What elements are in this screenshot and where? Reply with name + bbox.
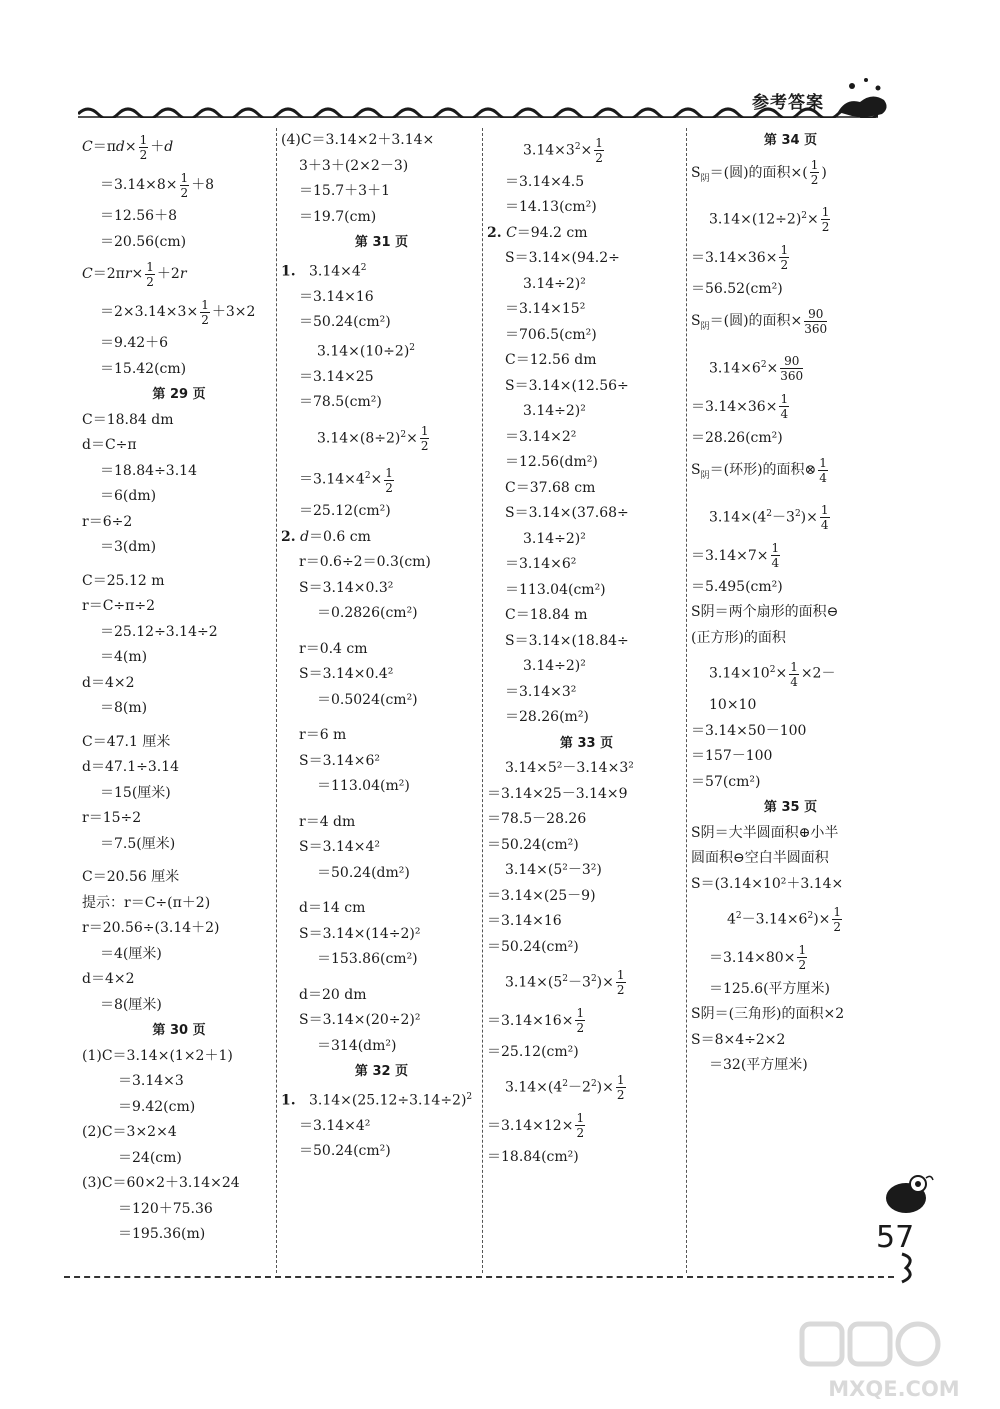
- c1-line-35: ＝3.14×3: [118, 1073, 184, 1089]
- c3-line-16: 3.14÷2)²: [523, 530, 586, 547]
- c1-line-25: r＝15÷2: [82, 810, 142, 826]
- c2-line-11: ＝78.5(cm²): [299, 394, 382, 411]
- c4-line-12: ＝3.14×7× $\frac{1}{4}$: [691, 541, 780, 571]
- c3-line-38: ＝18.84(cm²): [487, 1148, 579, 1165]
- c1-line-20: d＝4×2: [82, 674, 135, 691]
- c3-line-31: ＝3.14×16: [487, 913, 562, 930]
- c2-line-27: ＝50.24(dm²): [317, 864, 410, 881]
- c4-line-3: $3.14\times(12\div 2)^2\times$ $\frac{1}{2}$: [709, 205, 830, 235]
- column-2: [276, 128, 482, 1273]
- c3-line-17: ＝3.14×6²: [505, 556, 577, 573]
- c1-line-22: C＝47.1 厘米: [82, 733, 171, 750]
- c1-line-7: ＝9.42＋6: [100, 335, 169, 351]
- c3-line-34: ＝3.14×16× $\frac{1}{2}$: [487, 1006, 585, 1036]
- c2-line-19: r＝0.4 cm: [299, 640, 368, 657]
- c4-line-4: ＝3.14×36× $\frac{1}{2}$: [691, 243, 789, 273]
- c3-line-7: ＝3.14×15²: [505, 301, 586, 318]
- curl-ornament-icon: [898, 1250, 918, 1286]
- c3-line-2: ＝3.14×4.5: [505, 173, 585, 190]
- c2-line-22: r＝6 m: [299, 727, 347, 744]
- c3-line-32: ＝50.24(cm²): [487, 938, 579, 955]
- c3-line-1: $3.14\times 3^2\times$ $\frac{1}{2}$: [523, 136, 603, 166]
- c3-line-19: C＝18.84 m: [505, 607, 588, 624]
- c4-line-17: 10×10: [709, 697, 757, 714]
- c1-line-40: ＝120＋75.36: [118, 1200, 213, 1217]
- watermark-logo: [794, 1318, 994, 1408]
- flower-decoration-icon: [882, 1170, 934, 1216]
- c2-line-28: d＝14 cm: [299, 900, 366, 917]
- c2-line-13: $=3.14\times 4^2\times$ $\frac{1}{2}$: [299, 465, 393, 495]
- c1-line-26: ＝7.5(厘米): [100, 835, 176, 852]
- c1-line-17: r＝C÷π÷2: [82, 598, 155, 614]
- c2-line-2: 3＋3＋(2×2－3): [299, 157, 409, 174]
- c2-line-36: ＝3.14×4²: [299, 1117, 371, 1134]
- c1-line-19: ＝4(m): [100, 649, 148, 665]
- c3-line-20: S＝3.14×(18.84÷: [505, 632, 629, 649]
- c1-line-8: ＝15.42(cm): [100, 360, 187, 377]
- c3-line-14: C＝37.68 cm: [505, 479, 596, 496]
- c3-line-25: 3.14×5²－3.14×3²: [505, 760, 634, 777]
- c2-line-6: 1. $3.14\times 4^2$: [281, 262, 367, 280]
- c1-line-24: ＝15(厘米): [100, 784, 171, 801]
- c3-line-3: ＝14.13(cm²): [505, 199, 597, 216]
- c4-line-26: ＝3.14×80× $\frac{1}{2}$: [709, 943, 807, 973]
- c1-line-5: C＝2πr× $\frac{1}{2}$ ＋2r: [82, 259, 187, 289]
- c3-line-22: ＝3.14×3²: [505, 683, 577, 700]
- c4-line-28: S阴＝(三角形)的面积×2: [691, 1006, 845, 1023]
- c2-line-10: ＝3.14×25: [299, 368, 374, 385]
- c4-line-23: 圆面积⊖空白半圆面积: [691, 850, 829, 867]
- column-3: [482, 128, 686, 1273]
- c1-line-15: ＝3(dm): [100, 539, 157, 555]
- c1-line-23: d＝47.1÷3.14: [82, 759, 180, 775]
- c1-line-16: C＝25.12 m: [82, 572, 165, 589]
- c2-line-9: $3.14\times(10\div 2)^2$: [317, 342, 416, 360]
- c2-line-8: ＝50.24(cm²): [299, 314, 391, 331]
- c2-line-23: S＝3.14×6²: [299, 752, 381, 769]
- c4-line-6: $S_阴=$(圆)的面积× $\frac{90}{360}$: [691, 306, 828, 336]
- c2-line-14: ＝25.12(cm²): [299, 503, 391, 520]
- c2-line-26: S＝3.14×4²: [299, 839, 381, 856]
- c4-line-30: ＝32(平方厘米): [709, 1057, 808, 1074]
- c3-line-27: ＝78.5－28.26: [487, 811, 587, 828]
- c4-line-15: (正方形)的面积: [691, 629, 786, 646]
- c4-line-8: ＝3.14×36× $\frac{1}{4}$: [691, 392, 789, 422]
- answer-columns: [78, 128, 890, 1278]
- c4-line-25: $4^2-3.14\times 6^2)\times$ $\frac{1}{2}$: [727, 905, 842, 935]
- c4-line-11: $3.14\times(4^2-3^2)\times$ $\frac{1}{4}$: [709, 503, 829, 533]
- c2-line-32: S＝3.14×(20÷2)²: [299, 1012, 421, 1029]
- c1-line-11: d＝C÷π: [82, 437, 137, 453]
- c1-line-32: ＝8(厘米): [100, 996, 162, 1013]
- c2-line-30: ＝153.86(cm²): [317, 951, 418, 968]
- column-4: [686, 128, 890, 1273]
- c1-line-18: ＝25.12÷3.14÷2: [100, 623, 218, 640]
- c1-line-6: ＝2×3.14×3× $\frac{1}{2}$ ＋3×2: [100, 297, 256, 327]
- c3-line-21: 3.14÷2)²: [523, 658, 586, 675]
- c2-line-18: ＝0.2826(cm²): [317, 605, 418, 622]
- c1-line-39: (3)C＝60×2＋3.14×24: [82, 1175, 240, 1191]
- c1-line-3: ＝12.56＋8: [100, 208, 177, 224]
- c3-line-18: ＝113.04(cm²): [505, 581, 606, 598]
- section-heading-p34: 第 34 页: [763, 133, 818, 148]
- section-heading-p35: 第 35 页: [763, 800, 818, 816]
- section-heading-p31: 第 31 页: [354, 235, 409, 250]
- c4-line-22: S阴＝大半圆面积⊕小半: [691, 824, 839, 841]
- c3-line-29: 3.14×(5²－3²): [505, 862, 602, 879]
- c1-line-37: (2)C＝3×2×4: [82, 1124, 177, 1140]
- c3-line-10: S＝3.14×(12.56÷: [505, 377, 629, 394]
- c2-line-1: (4)C＝3.14×2＋3.14×: [281, 132, 435, 148]
- c2-line-25: r＝4 dm: [299, 813, 356, 830]
- c3-line-30: ＝3.14×(25－9): [487, 887, 596, 904]
- c3-line-11: 3.14÷2)²: [523, 403, 586, 420]
- header-wave-border: [78, 104, 878, 118]
- c1-line-12: ＝18.84÷3.14: [100, 462, 197, 479]
- c2-line-37: ＝50.24(cm²): [299, 1143, 391, 1160]
- c2-line-7: ＝3.14×16: [299, 288, 374, 305]
- section-heading-p33: 第 33 页: [559, 735, 614, 751]
- c3-line-26: ＝3.14×25－3.14×9: [487, 785, 628, 802]
- c1-line-38: ＝24(cm): [118, 1149, 182, 1166]
- c4-line-18: ＝3.14×50－100: [691, 722, 807, 739]
- c3-line-35: ＝25.12(cm²): [487, 1043, 579, 1060]
- c2-line-31: d＝20 dm: [299, 986, 367, 1003]
- c4-line-13: ＝5.495(cm²): [691, 578, 783, 595]
- header-title: 参考答案: [752, 93, 824, 113]
- c1-line-4: ＝20.56(cm): [100, 233, 187, 250]
- section-heading-p30: 第 30 页: [152, 1023, 206, 1038]
- c1-line-27: C＝20.56 厘米: [82, 869, 180, 885]
- c2-line-21: ＝0.5024(cm²): [317, 691, 418, 708]
- c2-line-12: $3.14\times(8\div 2)^2\times$ $\frac{1}{2}$: [317, 423, 429, 453]
- c4-line-9: ＝28.26(cm²): [691, 429, 783, 446]
- c2-line-20: S＝3.14×0.4²: [299, 666, 394, 683]
- c3-line-8: ＝706.5(cm²): [505, 326, 597, 343]
- c2-line-33: ＝314(dm²): [317, 1037, 397, 1054]
- section-heading-p32: 第 32 页: [354, 1064, 409, 1080]
- c4-line-19: ＝157－100: [691, 748, 773, 765]
- c1-line-28: 提示：r＝C÷(π＋2): [82, 894, 211, 911]
- c1-line-29: r＝20.56÷(3.14＋2): [82, 920, 220, 936]
- c1-line-36: ＝9.42(cm): [118, 1098, 196, 1115]
- c4-line-20: ＝57(cm²): [691, 773, 761, 790]
- c2-line-24: ＝113.04(m²): [317, 778, 410, 795]
- c3-line-4: 2. C＝94.2 cm: [487, 224, 588, 241]
- c3-line-28: ＝50.24(cm²): [487, 836, 579, 853]
- c3-line-33: $3.14\times(5^2-3^2)\times$ $\frac{1}{2}$: [505, 968, 625, 998]
- c4-line-14: S阴＝两个扇形的面积⊖: [691, 604, 839, 621]
- c1-line-31: d＝4×2: [82, 971, 135, 987]
- c2-line-29: S＝3.14×(14÷2)²: [299, 925, 421, 942]
- c3-line-5: S＝3.14×(94.2÷: [505, 250, 620, 267]
- section-heading-p29: 第 29 页: [152, 387, 206, 402]
- page-number: 57: [876, 1220, 915, 1255]
- c4-line-7: $3.14\times 6^2\times$ $\frac{90}{360}$: [709, 354, 804, 384]
- c2-line-3: ＝15.7＋3＋1: [299, 183, 390, 199]
- c1-line-21: ＝8(m): [100, 700, 148, 716]
- c3-line-15: S＝3.14×(37.68÷: [505, 505, 629, 522]
- c1-line-30: ＝4(厘米): [100, 945, 162, 962]
- c2-line-16: r＝0.6÷2＝0.3(cm): [299, 554, 431, 571]
- c4-line-29: S＝8×4÷2×2: [691, 1031, 786, 1048]
- c3-line-6: 3.14÷2)²: [523, 275, 586, 292]
- watermark-text: MXQE.COM: [828, 1377, 960, 1401]
- c2-line-35: 1. $3.14\times(25.12\div 3.14\div 2)^2$: [281, 1091, 473, 1109]
- c4-line-10: $S_阴=$(环形)的面积⊗ $\frac{1}{4}$: [691, 455, 827, 485]
- c1-line-1: C＝πd× $\frac{1}{2}$ ＋d: [82, 132, 174, 162]
- c3-line-36: $3.14\times(4^2-2^2)\times$ $\frac{1}{2}$: [505, 1073, 625, 1103]
- c4-line-27: ＝125.6(平方厘米): [709, 980, 831, 997]
- c4-line-16: $3.14\times 10^2\times$ $\frac{1}{4}$ ×2－: [709, 659, 836, 689]
- c2-line-15: 2. d＝0.6 cm: [281, 528, 371, 545]
- c2-line-4: ＝19.7(cm): [299, 208, 377, 225]
- column-1: [78, 128, 276, 1273]
- c4-line-5: ＝56.52(cm²): [691, 280, 783, 297]
- c4-line-24: S＝(3.14×10²＋3.14×: [691, 875, 844, 892]
- c1-line-34: (1)C＝3.14×(1×2＋1): [82, 1047, 233, 1064]
- c3-line-12: ＝3.14×2²: [505, 428, 577, 445]
- c3-line-13: ＝12.56(dm²): [505, 454, 598, 471]
- c1-line-14: r＝6÷2: [82, 513, 133, 530]
- c1-line-41: ＝195.36(m): [118, 1226, 206, 1242]
- c3-line-37: ＝3.14×12× $\frac{1}{2}$: [487, 1111, 585, 1141]
- c3-line-23: ＝28.26(m²): [505, 709, 589, 726]
- bottom-dashed-rule: [64, 1276, 894, 1278]
- c1-line-2: ＝3.14×8× $\frac{1}{2}$ ＋8: [100, 170, 215, 200]
- c2-line-17: S＝3.14×0.3²: [299, 579, 394, 596]
- c3-line-9: C＝12.56 dm: [505, 352, 597, 369]
- c4-line-2: $S_阴=$(圆)的面积×( $\frac{1}{2}$ ): [691, 158, 827, 187]
- c1-line-13: ＝6(dm): [100, 488, 157, 504]
- c1-line-10: C＝18.84 dm: [82, 411, 174, 428]
